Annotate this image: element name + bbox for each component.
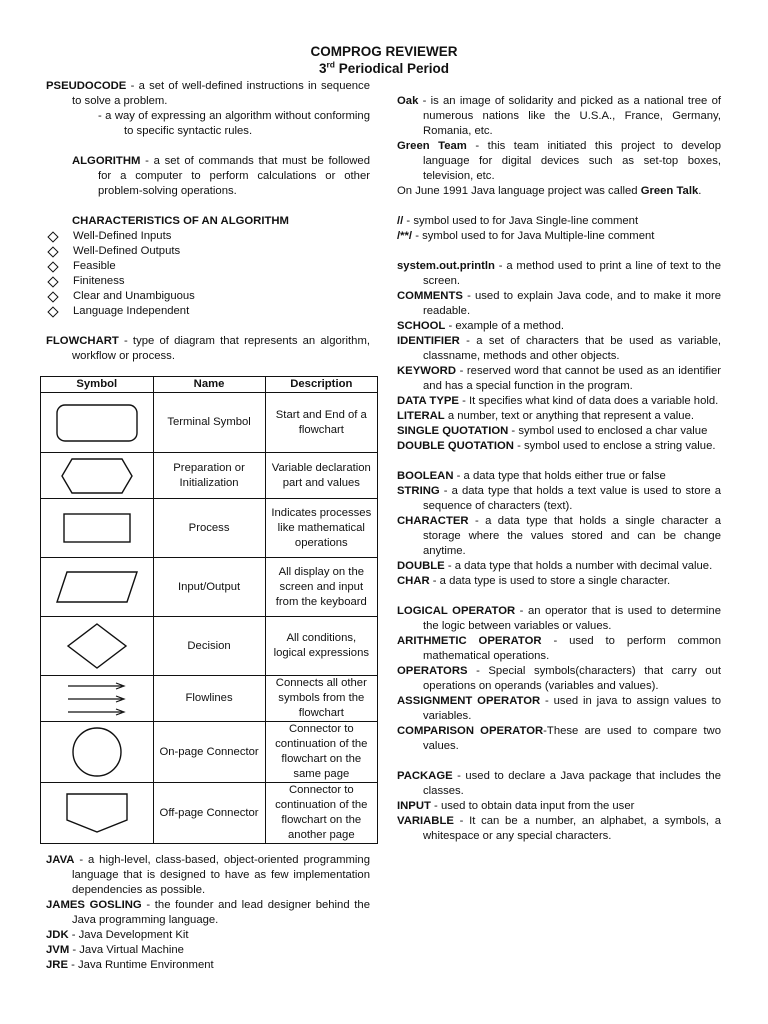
preparation-icon xyxy=(60,457,134,495)
flowlines-icon xyxy=(66,681,128,717)
characteristics-heading: CHARACTERISTICS OF AN ALGORITHM xyxy=(72,215,289,227)
definition: - is an image of solidarity and picked as a national tree of numerous nations like the U.S.A., France, Germany, Romania, etc. xyxy=(418,95,721,137)
string-definition xyxy=(397,484,721,514)
symbol-cell xyxy=(41,558,154,617)
column-header-name: Name xyxy=(153,377,265,393)
term: DOUBLE xyxy=(397,560,445,572)
list-item xyxy=(46,289,370,304)
description-text: Indicates processes like mathematical operations xyxy=(271,506,372,549)
list-item xyxy=(46,259,370,274)
subtitle-number: 3 xyxy=(318,61,327,76)
definition: - Java Runtime Environment xyxy=(67,959,214,971)
school-definition xyxy=(397,319,721,334)
description-text: Connects all other symbols from the flowchart xyxy=(275,677,367,719)
term: system.out.println xyxy=(397,260,495,272)
data-type-definition xyxy=(397,394,721,409)
arithmetic-operator-definition xyxy=(397,634,721,664)
description-cell xyxy=(265,499,377,558)
table-row xyxy=(41,617,378,676)
double-quotation-definition xyxy=(397,439,721,454)
diamond-bullet-icon xyxy=(47,276,58,287)
definition: - symbol used to enclose a string value. xyxy=(513,440,716,452)
term: CHARACTER xyxy=(397,515,469,527)
decision-icon xyxy=(66,622,128,670)
symbol-cell xyxy=(41,783,154,844)
diamond-bullet-icon xyxy=(47,306,58,317)
term: LOGICAL OPERATOR xyxy=(397,605,516,617)
identifier-definition xyxy=(397,334,721,364)
definition: - Special symbols(characters) that carry out operations on operands (variables and values). xyxy=(423,665,721,692)
term: DOUBLE QUOTATION xyxy=(397,440,514,452)
term: LITERAL xyxy=(397,410,445,422)
list-item xyxy=(46,244,370,259)
term: /**/ xyxy=(397,230,413,242)
description-text: All display on the screen and input from the keyboard xyxy=(275,565,367,608)
definition: -These are used to compare two values. xyxy=(423,725,721,752)
document-title xyxy=(0,43,768,77)
oak-definition xyxy=(397,94,721,139)
on-page-connector-icon xyxy=(71,726,123,778)
name-cell: Flowlines xyxy=(153,676,265,722)
term: FLOWCHART xyxy=(46,335,119,347)
symbol-cell xyxy=(41,393,154,453)
list-item xyxy=(46,304,370,319)
list-item xyxy=(46,274,370,289)
description-text: Variable declaration part and values xyxy=(271,461,371,489)
name-cell: Input/Output xyxy=(153,558,265,617)
term: DATA TYPE xyxy=(397,395,459,407)
table-row xyxy=(41,453,378,499)
term: PSEUDOCODE xyxy=(46,80,127,92)
term: JAVA xyxy=(46,854,75,866)
pseudocode-definition xyxy=(46,79,370,109)
jre-definition xyxy=(46,958,370,973)
diamond-bullet-icon xyxy=(47,246,58,257)
literal-definition xyxy=(397,409,721,424)
definition: - a set of well-defined instructions in sequence to solve a problem. xyxy=(72,80,370,107)
description-cell xyxy=(265,558,377,617)
diamond-bullet-icon xyxy=(47,231,58,242)
term: INPUT xyxy=(397,800,431,812)
list-item-text: Well-Defined Outputs xyxy=(73,245,181,257)
definition: - type of diagram that represents an algorithm, workflow or process. xyxy=(72,335,370,362)
text: On June 1991 Java language project was called xyxy=(397,185,641,197)
definition: - used to declare a Java package that includes the classes. xyxy=(423,770,721,797)
term: ALGORITHM xyxy=(72,155,141,167)
description-cell xyxy=(265,393,377,453)
term: BOOLEAN xyxy=(397,470,454,482)
keyword-definition xyxy=(397,364,721,394)
definition: - an operator that is used to determine the logic between variables or values. xyxy=(423,605,721,632)
operators-definition xyxy=(397,664,721,694)
terminal-icon xyxy=(55,403,139,443)
assignment-operator-definition xyxy=(397,694,721,724)
definition: a number, text or anything that represent a value. xyxy=(444,410,695,422)
definition: - the founder and lead designer behind the Java programming language. xyxy=(72,899,370,926)
term: PACKAGE xyxy=(397,770,453,782)
definition: - a data type that holds a text value is used to store a sequence of characters (text). xyxy=(423,485,721,512)
single-quotation-definition xyxy=(397,424,721,439)
definition: - a data type that holds a single character a storage where the values stored and can be change anytime. xyxy=(423,515,721,557)
left-column xyxy=(46,79,370,364)
term: JAMES GOSLING xyxy=(46,899,142,911)
definition: - a data type that holds either true or false xyxy=(453,470,666,482)
algorithm-definition xyxy=(72,154,370,199)
description-text: Start and End of a flowchart xyxy=(275,408,367,436)
definition: - symbol used to for Java Multiple-line comment xyxy=(412,230,655,242)
definition: - symbol used to enclosed a char value xyxy=(508,425,708,437)
list-item-text: Clear and Unambiguous xyxy=(73,290,195,302)
name-cell: Decision xyxy=(153,617,265,676)
term: Oak xyxy=(397,95,419,107)
definition: - It can be a number, an alphabet, a symbols, a whitespace or any special characters. xyxy=(423,815,721,842)
definition: - symbol used to for Java Single-line comment xyxy=(403,215,639,227)
column-header-symbol: Symbol xyxy=(41,377,154,393)
name-cell: Process xyxy=(153,499,265,558)
definition: - Java Virtual Machine xyxy=(69,944,184,956)
comments-definition xyxy=(397,289,721,319)
definition: - used to explain Java code, and to make it more readable. xyxy=(423,290,721,317)
right-column xyxy=(397,94,721,844)
description-cell xyxy=(265,676,377,722)
description-text: All conditions, logical expressions xyxy=(273,632,370,659)
diamond-bullet-icon xyxy=(47,261,58,272)
jdk-definition xyxy=(46,928,370,943)
pseudocode-subpoint: - a way of expressing an algorithm without conforming to specific syntactic rules. xyxy=(98,110,370,137)
description-text: Connector to continuation of the flowchart on the another page xyxy=(275,784,368,841)
term: CHAR xyxy=(397,575,430,587)
term: OPERATORS xyxy=(397,665,468,677)
multi-line-comment-definition xyxy=(397,229,721,244)
list-item-text: Well-Defined Inputs xyxy=(73,230,172,242)
symbol-cell xyxy=(41,617,154,676)
term: KEYWORD xyxy=(397,365,456,377)
term: JDK xyxy=(46,929,69,941)
description-text: Connector to continuation of the flowchart on the same page xyxy=(275,723,368,780)
table-row xyxy=(41,676,378,722)
subtitle-line xyxy=(0,60,768,77)
green-talk-line xyxy=(397,184,721,199)
term: // xyxy=(397,215,404,227)
term: COMPARISON OPERATOR xyxy=(397,725,544,737)
green-team-definition xyxy=(397,139,721,184)
single-line-comment-definition xyxy=(397,214,721,229)
james-gosling-definition xyxy=(46,898,370,928)
symbol-cell xyxy=(41,722,154,783)
description-cell xyxy=(265,783,377,844)
table-row xyxy=(41,722,378,783)
definition: - It specifies what kind of data does a variable hold. xyxy=(458,395,719,407)
off-page-connector-icon xyxy=(65,792,129,834)
definition: - used to perform common mathematical operations. xyxy=(423,635,721,662)
definition: - this team initiated this project to develop language for digital devices such as set-top boxes, television, etc. xyxy=(423,140,721,182)
definition: - a set of characters that be used as variable, classname, methods and other objects. xyxy=(423,335,721,362)
column-header-description: Description xyxy=(265,377,377,393)
list-item-text: Language Independent xyxy=(73,305,190,317)
comparison-operator-definition xyxy=(397,724,721,754)
java-section xyxy=(46,853,370,973)
definition: - a high-level, class-based, object-oriented programming language that is designed to have as few implementation dependencies as possible. xyxy=(72,854,370,896)
term: VARIABLE xyxy=(397,815,454,827)
name-cell: Off-page Connector xyxy=(153,783,265,844)
double-definition xyxy=(397,559,721,574)
description-cell xyxy=(265,722,377,783)
term: ARITHMETIC OPERATOR xyxy=(397,635,542,647)
definition: - example of a method. xyxy=(445,320,565,332)
term: STRING xyxy=(397,485,440,497)
list-item xyxy=(46,229,370,244)
symbol-cell xyxy=(41,499,154,558)
text: . xyxy=(698,185,702,197)
definition: - a data type is used to store a single character. xyxy=(429,575,671,587)
term: ASSIGNMENT OPERATOR xyxy=(397,695,541,707)
definition: - reserved word that cannot be used as an identifier and has a special function in the program. xyxy=(423,365,721,392)
title-line: COMPROG REVIEWER xyxy=(310,44,458,59)
definition: - a set of commands that must be followed for a computer to perform calculations or other problem-solving operations. xyxy=(98,155,370,197)
characteristics-list xyxy=(46,229,370,319)
definition: - a method used to print a line of text to the screen. xyxy=(423,260,721,287)
definition: - used in java to assign values to variables. xyxy=(423,695,721,722)
character-definition xyxy=(397,514,721,559)
subtitle-text: Periodical Period xyxy=(334,61,450,76)
term: SINGLE QUOTATION xyxy=(397,425,509,437)
subtitle-suffix: rd xyxy=(326,59,335,70)
table-row xyxy=(41,393,378,453)
flowchart-definition xyxy=(46,334,370,364)
table-row xyxy=(41,783,378,844)
jvm-definition xyxy=(46,943,370,958)
description-cell xyxy=(265,453,377,499)
input-output-icon xyxy=(55,570,139,604)
list-item-text: Feasible xyxy=(73,260,116,272)
description-cell xyxy=(265,617,377,676)
table-row xyxy=(41,558,378,617)
term: JRE xyxy=(46,959,68,971)
term: Green Team xyxy=(397,140,467,152)
term: JVM xyxy=(46,944,70,956)
definition: - a data type that holds a number with decimal value. xyxy=(444,560,713,572)
term: COMMENTS xyxy=(397,290,463,302)
symbol-cell xyxy=(41,676,154,722)
name-cell: Terminal Symbol xyxy=(153,393,265,453)
symbol-cell xyxy=(41,453,154,499)
name-cell: On-page Connector xyxy=(153,722,265,783)
definition: - Java Development Kit xyxy=(68,929,189,941)
table-row xyxy=(41,499,378,558)
flowchart-symbols-table xyxy=(40,376,378,844)
logical-operator-definition xyxy=(397,604,721,634)
boolean-definition xyxy=(397,469,721,484)
process-icon xyxy=(62,512,132,544)
variable-definition xyxy=(397,814,721,844)
package-definition xyxy=(397,769,721,799)
char-definition xyxy=(397,574,721,589)
println-definition xyxy=(397,259,721,289)
table-header-row xyxy=(41,377,378,393)
name-cell: Preparation or Initialization xyxy=(153,453,265,499)
diamond-bullet-icon xyxy=(47,291,58,302)
input-definition xyxy=(397,799,721,814)
term: SCHOOL xyxy=(397,320,446,332)
term: Green Talk xyxy=(640,185,699,197)
definition: - used to obtain data input from the user xyxy=(430,800,635,812)
list-item-text: Finiteness xyxy=(73,275,125,287)
term: IDENTIFIER xyxy=(397,335,460,347)
java-definition xyxy=(46,853,370,898)
